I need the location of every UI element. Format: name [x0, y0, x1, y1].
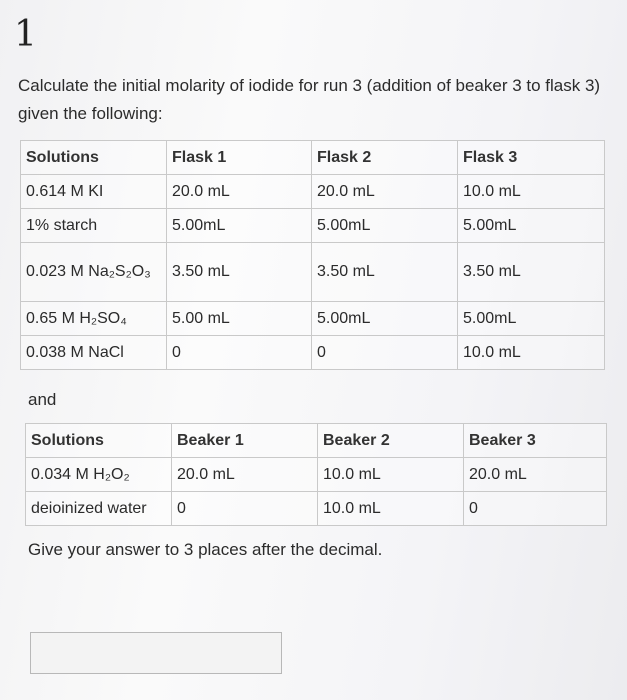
table-cell: 3.50 mL	[167, 243, 312, 302]
table-cell: 20.0 mL	[172, 458, 318, 492]
table-row	[26, 458, 607, 492]
header-cell: Beaker 1	[172, 424, 318, 458]
table-cell: 0	[464, 492, 607, 526]
table-cell: 10.0 mL	[318, 458, 464, 492]
table-cell: 3.50 mL	[458, 243, 605, 302]
table-cell: 5.00mL	[167, 209, 312, 243]
table-cell: 20.0 mL	[464, 458, 607, 492]
table-cell: 0.034 M H₂O₂	[26, 458, 172, 492]
header-cell: Flask 3	[458, 141, 605, 175]
table-cell: 10.0 mL	[318, 492, 464, 526]
table-cell: 5.00mL	[458, 209, 605, 243]
table-cell: 10.0 mL	[458, 336, 605, 370]
header-cell: Flask 1	[167, 141, 312, 175]
table-cell: 5.00mL	[312, 209, 458, 243]
table-cell: deioinized water	[26, 492, 172, 526]
table-row	[21, 209, 605, 243]
table-row	[21, 302, 605, 336]
beaker-table	[25, 423, 607, 526]
table-cell: 0	[167, 336, 312, 370]
answer-instruction: Give your answer to 3 places after the decimal.	[28, 540, 383, 559]
and-text: and	[28, 390, 57, 409]
table-cell: 3.50 mL	[312, 243, 458, 302]
header-cell: Beaker 3	[464, 424, 607, 458]
header-cell: Beaker 2	[318, 424, 464, 458]
table-cell: 20.0 mL	[312, 175, 458, 209]
table-cell: 0.023 M Na₂S₂O₃	[21, 243, 167, 302]
table-header-row	[26, 424, 607, 458]
table-cell: 5.00mL	[458, 302, 605, 336]
table-cell: 20.0 mL	[167, 175, 312, 209]
table-cell: 0.038 M NaCl	[21, 336, 167, 370]
table-cell: 0	[172, 492, 318, 526]
table-cell: 0	[312, 336, 458, 370]
table-cell: 1% starch	[21, 209, 167, 243]
answer-input[interactable]	[30, 632, 282, 674]
table-row	[26, 492, 607, 526]
table-cell: 5.00mL	[312, 302, 458, 336]
flask-table	[20, 140, 605, 370]
table-cell: 5.00 mL	[167, 302, 312, 336]
table-row	[21, 175, 605, 209]
table-row	[21, 243, 605, 302]
table-cell: 10.0 mL	[458, 175, 605, 209]
table-cell: 0.614 M KI	[21, 175, 167, 209]
header-cell: Flask 2	[312, 141, 458, 175]
question-number: 1	[14, 14, 37, 55]
table-row	[21, 336, 605, 370]
header-cell: Solutions	[21, 141, 167, 175]
table-cell: 0.65 M H₂SO₄	[21, 302, 167, 336]
header-cell: Solutions	[26, 424, 172, 458]
table-header-row	[21, 141, 605, 175]
question-prompt: Calculate the initial molarity of iodide for run 3 (addition of beaker 3 to flask 3) given the following:	[18, 76, 601, 123]
